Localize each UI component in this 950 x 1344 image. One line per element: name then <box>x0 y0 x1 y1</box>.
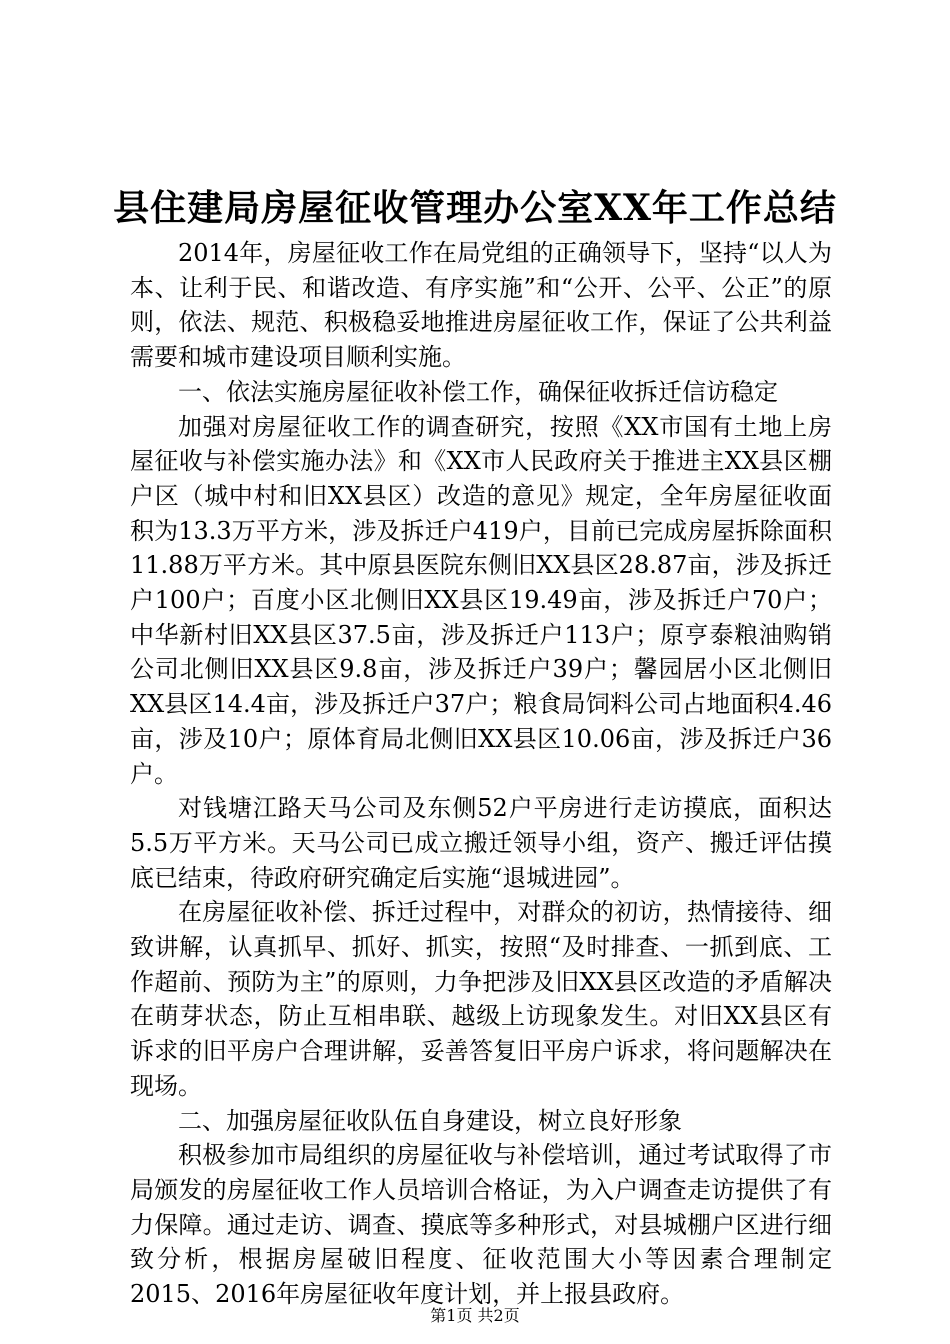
section-heading-1: 一、依法实施房屋征收补偿工作，确保征收拆迁信访稳定 <box>178 377 778 406</box>
document-body <box>130 236 832 1312</box>
paragraph-petition-handling: 在房屋征收补偿、拆迁过程中，对群众的初访，热情接待、细致讲解，认真抓早、抓好、抓实，按照“及时排查、一抓到底、工作超前、预防为主”的原则，力争把涉及旧XX县区改造的矛盾解决在萌芽状态，防止互相串联、越级上访现象发生。对旧XX县区有诉求的旧平房户合理讲解，妥善答复旧平房户诉求，将问题解决在现场。 <box>130 898 832 1100</box>
page-number-footer: 第1页 共2页 <box>430 1306 520 1325</box>
paragraph-team-training: 积极参加市局组织的房屋征收与补偿培训，通过考试取得了市局颁发的房屋征收工作人员培训合格证，为入户调查走访提供了有力保障。通过走访、调查、摸底等多种形式，对县城棚户区进行细致分析，根据房屋破旧程度、征收范围大小等因素合理制定2015、2016年房屋征收年度计划，并上报县政府。 <box>130 1141 832 1309</box>
paragraph-intro: 2014年，房屋征收工作在局党组的正确领导下，坚持“以人为本、让利于民、和谐改造、有序实施”和“公开、公平、公正”的原则，依法、规范、积极稳妥地推进房屋征收工作，保证了公共利益需要和城市建设项目顺利实施。 <box>130 239 832 372</box>
paragraph-expropriation-details: 加强对房屋征收工作的调查研究，按照《XX市国有土地上房屋征收与补偿实施办法》和《XX市人民政府关于推进主XX县区棚户区（城中村和旧XX县区）改造的意见》规定，全年房屋征收面积为13.3万平方米，涉及拆迁户419户，目前已完成房屋拆除面积11.88万平方米。其中原县医院东侧旧XX县区28.87亩，涉及拆迁户100户；百度小区北侧旧XX县区19.49亩，涉及拆迁户70户；中华新村旧XX县区37.5亩，涉及拆迁户113户；原亨泰粮油购销公司北侧旧XX县区9.8亩，涉及拆迁户39户；馨园居小区北侧旧XX县区14.4亩，涉及拆迁户37户；粮食局饲料公司占地面积4.46亩，涉及10户；原体育局北侧旧XX县区10.06亩，涉及拆迁户36户。 <box>130 412 832 788</box>
document-title: 县住建局房屋征收管理办公室XX年工作总结 <box>113 187 837 229</box>
paragraph-tianma-company: 对钱塘江路天马公司及东侧52户平房进行走访摸底，面积达5.5万平方米。天马公司已成立搬迁领导小组，资产、搬迁评估摸底已结束，待政府研究确定后实施“退城进园”。 <box>130 794 832 892</box>
section-heading-2: 二、加强房屋征收队伍自身建设，树立良好形象 <box>178 1106 682 1135</box>
